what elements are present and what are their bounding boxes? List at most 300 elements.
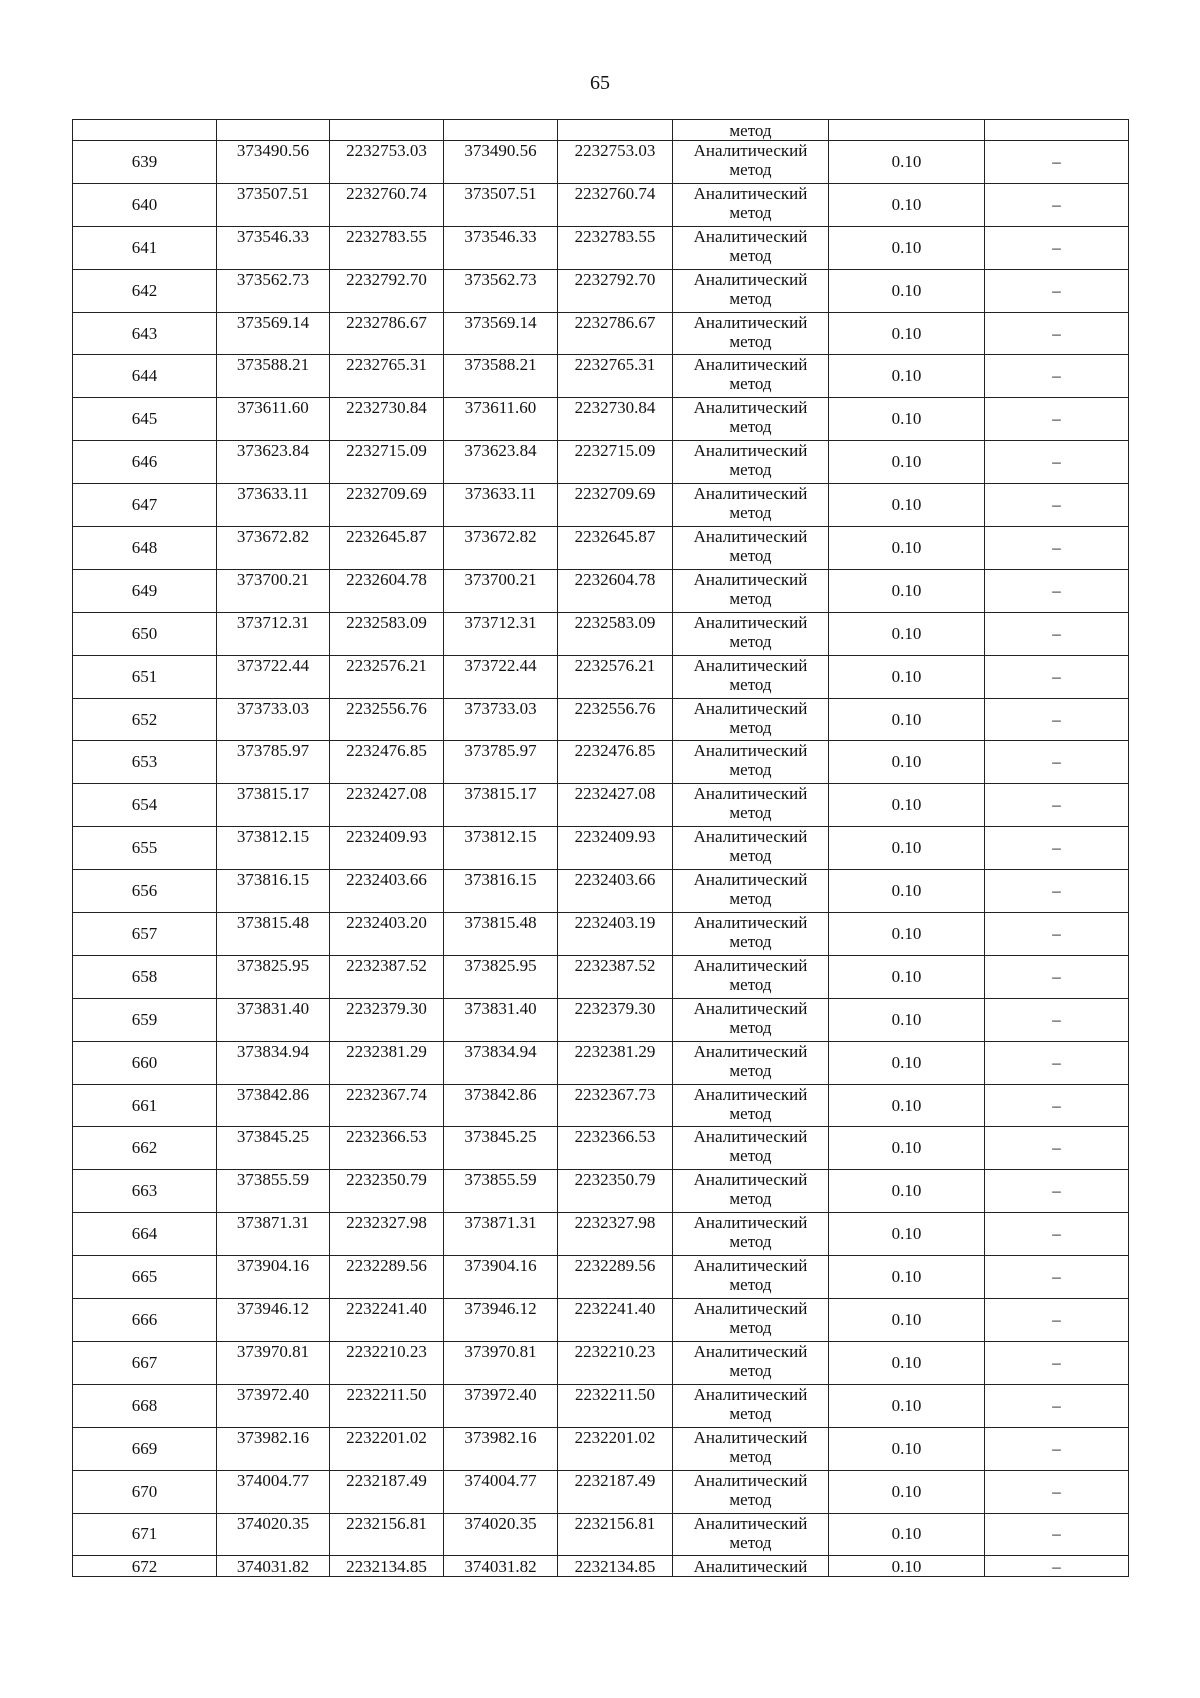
method-cell <box>673 1384 829 1427</box>
point-number: 663 <box>73 1170 217 1213</box>
y-coordinate: 2232187.49 <box>558 1470 673 1513</box>
method-line: Аналитический <box>693 827 808 847</box>
y-coordinate: 2232645.87 <box>330 527 444 570</box>
empty-cell <box>330 120 444 141</box>
method-line: Аналитический <box>693 655 808 675</box>
accuracy-value: 0.10 <box>829 1127 985 1170</box>
method-line: метод <box>729 245 772 265</box>
method-line: Аналитический <box>693 1041 808 1061</box>
y-coordinate: 2232381.29 <box>558 1041 673 1084</box>
method-line: метод <box>729 374 772 394</box>
accuracy-value: 0.10 <box>829 827 985 870</box>
point-number: 671 <box>73 1513 217 1556</box>
method-line: Аналитический <box>693 612 808 632</box>
table-row <box>73 183 1129 226</box>
accuracy-value: 0.10 <box>829 569 985 612</box>
y-coordinate: 2232289.56 <box>330 1256 444 1299</box>
method-cell <box>673 998 829 1041</box>
method-line: метод <box>729 1360 772 1380</box>
y-coordinate: 2232604.78 <box>558 569 673 612</box>
table-row <box>73 698 1129 741</box>
table-row <box>73 527 1129 570</box>
method-line: Аналитический <box>693 1127 808 1147</box>
point-number: 647 <box>73 484 217 527</box>
y-coordinate: 2232366.53 <box>558 1127 673 1170</box>
table-body <box>73 120 1129 1577</box>
x-coordinate: 373946.12 <box>444 1299 558 1342</box>
x-coordinate: 373588.21 <box>217 355 330 398</box>
y-coordinate: 2232427.08 <box>558 784 673 827</box>
y-coordinate: 2232792.70 <box>330 269 444 312</box>
method-cell <box>673 1041 829 1084</box>
method-line: Аналитический <box>693 955 808 975</box>
accuracy-value: 0.10 <box>829 698 985 741</box>
method-line: метод <box>729 1489 772 1509</box>
accuracy-value: 0.10 <box>829 398 985 441</box>
x-coordinate: 373722.44 <box>444 655 558 698</box>
x-coordinate: 373815.48 <box>444 913 558 956</box>
x-coordinate: 373672.82 <box>444 527 558 570</box>
note-cell: – <box>985 269 1129 312</box>
table-row <box>73 1299 1129 1342</box>
y-coordinate: 2232583.09 <box>558 612 673 655</box>
accuracy-value: 0.10 <box>829 1084 985 1127</box>
accuracy-value: 0.10 <box>829 1470 985 1513</box>
x-coordinate: 374020.35 <box>217 1513 330 1556</box>
method-cell <box>673 698 829 741</box>
table-row <box>73 1127 1129 1170</box>
method-line: Аналитический <box>693 269 808 289</box>
method-line: метод <box>729 160 772 179</box>
note-cell: – <box>985 1084 1129 1127</box>
x-coordinate: 373611.60 <box>444 398 558 441</box>
table-row <box>73 784 1129 827</box>
method-cell <box>673 1341 829 1384</box>
method-line: метод <box>729 1189 772 1209</box>
point-number: 651 <box>73 655 217 698</box>
empty-cell <box>985 120 1129 141</box>
x-coordinate: 373871.31 <box>444 1213 558 1256</box>
method-line: Аналитический <box>693 1470 808 1490</box>
y-coordinate: 2232211.50 <box>330 1384 444 1427</box>
x-coordinate: 373633.11 <box>217 484 330 527</box>
y-coordinate: 2232753.03 <box>558 141 673 184</box>
x-coordinate: 373831.40 <box>217 998 330 1041</box>
point-number: 656 <box>73 870 217 913</box>
method-cell <box>673 1084 829 1127</box>
method-line: Аналитический <box>693 527 808 547</box>
x-coordinate: 373700.21 <box>444 569 558 612</box>
point-number: 668 <box>73 1384 217 1427</box>
x-coordinate: 373815.48 <box>217 913 330 956</box>
method-cell <box>673 269 829 312</box>
y-coordinate: 2232201.02 <box>558 1427 673 1470</box>
method-line: Аналитический <box>693 1084 808 1104</box>
y-coordinate: 2232403.66 <box>558 870 673 913</box>
y-coordinate: 2232556.76 <box>330 698 444 741</box>
x-coordinate: 373855.59 <box>217 1170 330 1213</box>
y-coordinate: 2232366.53 <box>330 1127 444 1170</box>
method-line: метод <box>729 674 772 694</box>
note-cell: – <box>985 784 1129 827</box>
table-row <box>73 1513 1129 1556</box>
point-number: 653 <box>73 741 217 784</box>
x-coordinate: 373982.16 <box>444 1427 558 1470</box>
method-cell <box>673 441 829 484</box>
x-coordinate: 373834.94 <box>444 1041 558 1084</box>
method-line: метод <box>729 760 772 780</box>
method-line: метод <box>729 889 772 909</box>
table-row <box>73 441 1129 484</box>
y-coordinate: 2232604.78 <box>330 569 444 612</box>
y-coordinate: 2232210.23 <box>558 1341 673 1384</box>
note-cell: – <box>985 569 1129 612</box>
method-cell <box>673 1513 829 1556</box>
point-number: 662 <box>73 1127 217 1170</box>
x-coordinate: 374004.77 <box>444 1470 558 1513</box>
x-coordinate: 373546.33 <box>217 226 330 269</box>
y-coordinate: 2232350.79 <box>558 1170 673 1213</box>
x-coordinate: 373815.17 <box>444 784 558 827</box>
method-line: Аналитический <box>693 1384 808 1404</box>
method-cell <box>673 1470 829 1513</box>
method-cell <box>673 1170 829 1213</box>
method-line: Аналитический <box>693 355 808 375</box>
x-coordinate: 373700.21 <box>217 569 330 612</box>
accuracy-value: 0.10 <box>829 441 985 484</box>
method-line: Аналитический <box>693 398 808 418</box>
note-cell: – <box>985 183 1129 226</box>
x-coordinate: 374031.82 <box>444 1556 558 1577</box>
x-coordinate: 373546.33 <box>444 226 558 269</box>
point-number: 655 <box>73 827 217 870</box>
point-number: 646 <box>73 441 217 484</box>
method-cell <box>673 741 829 784</box>
y-coordinate: 2232409.93 <box>330 827 444 870</box>
method-line: Аналитический <box>693 1170 808 1190</box>
accuracy-value: 0.10 <box>829 1513 985 1556</box>
accuracy-value: 0.10 <box>829 1170 985 1213</box>
accuracy-value: 0.10 <box>829 655 985 698</box>
table-row <box>73 913 1129 956</box>
table-row <box>73 484 1129 527</box>
method-cell <box>673 226 829 269</box>
note-cell: – <box>985 484 1129 527</box>
y-coordinate: 2232381.29 <box>330 1041 444 1084</box>
note-cell: – <box>985 955 1129 998</box>
table-row <box>73 1213 1129 1256</box>
accuracy-value: 0.10 <box>829 1213 985 1256</box>
method-line: метод <box>729 803 772 823</box>
y-coordinate: 2232730.84 <box>558 398 673 441</box>
table-row-continuation <box>73 120 1129 141</box>
empty-cell <box>73 120 217 141</box>
method-cell <box>673 355 829 398</box>
note-cell: – <box>985 698 1129 741</box>
note-cell: – <box>985 1041 1129 1084</box>
method-line: метод <box>729 503 772 523</box>
method-cell <box>673 1213 829 1256</box>
point-number: 649 <box>73 569 217 612</box>
method-cell <box>673 398 829 441</box>
x-coordinate: 373812.15 <box>217 827 330 870</box>
table-row <box>73 312 1129 355</box>
accuracy-value: 0.10 <box>829 1556 985 1577</box>
x-coordinate: 373623.84 <box>217 441 330 484</box>
x-coordinate: 373972.40 <box>444 1384 558 1427</box>
point-number: 661 <box>73 1084 217 1127</box>
x-coordinate: 373855.59 <box>444 1170 558 1213</box>
y-coordinate: 2232379.30 <box>330 998 444 1041</box>
x-coordinate: 373816.15 <box>217 870 330 913</box>
method-line: метод <box>729 846 772 866</box>
point-number: 660 <box>73 1041 217 1084</box>
method-cell <box>673 1127 829 1170</box>
note-cell: – <box>985 441 1129 484</box>
x-coordinate: 373562.73 <box>217 269 330 312</box>
x-coordinate: 373904.16 <box>217 1256 330 1299</box>
y-coordinate: 2232476.85 <box>558 741 673 784</box>
x-coordinate: 373588.21 <box>444 355 558 398</box>
x-coordinate: 373490.56 <box>444 141 558 184</box>
y-coordinate: 2232379.30 <box>558 998 673 1041</box>
page-number: 65 <box>590 72 610 94</box>
y-coordinate: 2232715.09 <box>558 441 673 484</box>
method-line: Аналитический <box>693 1427 808 1447</box>
method-line: Аналитический <box>693 226 808 246</box>
point-number: 657 <box>73 913 217 956</box>
method-cell: метод <box>673 120 829 141</box>
accuracy-value: 0.10 <box>829 484 985 527</box>
y-coordinate: 2232753.03 <box>330 141 444 184</box>
y-coordinate: 2232134.85 <box>330 1556 444 1577</box>
method-cell <box>673 312 829 355</box>
x-coordinate: 373507.51 <box>444 183 558 226</box>
x-coordinate: 373816.15 <box>444 870 558 913</box>
x-coordinate: 373845.25 <box>444 1127 558 1170</box>
method-line: метод <box>729 932 772 952</box>
accuracy-value: 0.10 <box>829 1384 985 1427</box>
x-coordinate: 373712.31 <box>444 612 558 655</box>
method-line: Аналитический <box>693 741 808 761</box>
y-coordinate: 2232765.31 <box>558 355 673 398</box>
method-line: метод <box>729 1146 772 1166</box>
method-line: метод <box>729 1017 772 1037</box>
method-line: метод <box>729 331 772 351</box>
method-line: метод <box>729 1403 772 1423</box>
x-coordinate: 373842.86 <box>217 1084 330 1127</box>
method-line: Аналитический <box>693 1213 808 1233</box>
method-cell: Аналитический <box>673 1556 829 1577</box>
x-coordinate: 373623.84 <box>444 441 558 484</box>
x-coordinate: 373562.73 <box>444 269 558 312</box>
x-coordinate: 373834.94 <box>217 1041 330 1084</box>
method-line: Аналитический <box>693 998 808 1018</box>
x-coordinate: 373871.31 <box>217 1213 330 1256</box>
accuracy-value: 0.10 <box>829 784 985 827</box>
x-coordinate: 373815.17 <box>217 784 330 827</box>
method-cell <box>673 141 829 184</box>
method-line: метод <box>729 1275 772 1295</box>
method-line: Аналитический <box>693 484 808 504</box>
accuracy-value: 0.10 <box>829 226 985 269</box>
table-row <box>73 1170 1129 1213</box>
method-line: метод <box>729 417 772 437</box>
accuracy-value: 0.10 <box>829 1256 985 1299</box>
x-coordinate: 373946.12 <box>217 1299 330 1342</box>
method-line: Аналитический <box>693 870 808 890</box>
point-number: 658 <box>73 955 217 998</box>
x-coordinate: 374031.82 <box>217 1556 330 1577</box>
accuracy-value: 0.10 <box>829 269 985 312</box>
x-coordinate: 373825.95 <box>444 955 558 998</box>
point-number: 640 <box>73 183 217 226</box>
accuracy-value: 0.10 <box>829 1041 985 1084</box>
y-coordinate: 2232576.21 <box>330 655 444 698</box>
method-cell <box>673 527 829 570</box>
x-coordinate: 373722.44 <box>217 655 330 698</box>
point-number: 650 <box>73 612 217 655</box>
accuracy-value: 0.10 <box>829 955 985 998</box>
method-line: Аналитический <box>693 312 808 332</box>
y-coordinate: 2232427.08 <box>330 784 444 827</box>
y-coordinate: 2232709.69 <box>558 484 673 527</box>
note-cell: – <box>985 1170 1129 1213</box>
method-cell <box>673 784 829 827</box>
empty-cell <box>558 120 673 141</box>
y-coordinate: 2232211.50 <box>558 1384 673 1427</box>
method-cell <box>673 955 829 998</box>
note-cell: – <box>985 1513 1129 1556</box>
method-line: метод <box>729 1446 772 1466</box>
y-coordinate: 2232241.40 <box>558 1299 673 1342</box>
method-line: метод <box>729 1103 772 1123</box>
accuracy-value: 0.10 <box>829 1299 985 1342</box>
x-coordinate: 373569.14 <box>217 312 330 355</box>
x-coordinate: 373490.56 <box>217 141 330 184</box>
note-cell: – <box>985 827 1129 870</box>
y-coordinate: 2232783.55 <box>558 226 673 269</box>
x-coordinate: 374004.77 <box>217 1470 330 1513</box>
note-cell: – <box>985 1427 1129 1470</box>
point-number: 672 <box>73 1556 217 1577</box>
x-coordinate: 373785.97 <box>217 741 330 784</box>
table-row <box>73 226 1129 269</box>
y-coordinate: 2232350.79 <box>330 1170 444 1213</box>
accuracy-value: 0.10 <box>829 1341 985 1384</box>
table-row <box>73 998 1129 1041</box>
table-row <box>73 355 1129 398</box>
empty-cell <box>444 120 558 141</box>
x-coordinate: 373507.51 <box>217 183 330 226</box>
method-line: Аналитический <box>693 1256 808 1276</box>
coordinates-table <box>72 119 1129 1577</box>
method-line: Аналитический <box>693 913 808 933</box>
table-row <box>73 1084 1129 1127</box>
method-cell <box>673 1427 829 1470</box>
method-line: метод <box>729 546 772 566</box>
note-cell: – <box>985 998 1129 1041</box>
table-row <box>73 1556 1129 1577</box>
empty-cell <box>829 120 985 141</box>
y-coordinate: 2232786.67 <box>558 312 673 355</box>
y-coordinate: 2232576.21 <box>558 655 673 698</box>
y-coordinate: 2232241.40 <box>330 1299 444 1342</box>
table-row <box>73 569 1129 612</box>
x-coordinate: 373633.11 <box>444 484 558 527</box>
y-coordinate: 2232709.69 <box>330 484 444 527</box>
point-number: 642 <box>73 269 217 312</box>
x-coordinate: 373970.81 <box>217 1341 330 1384</box>
y-coordinate: 2232134.85 <box>558 1556 673 1577</box>
y-coordinate: 2232760.74 <box>558 183 673 226</box>
x-coordinate: 373982.16 <box>217 1427 330 1470</box>
note-cell: – <box>985 1384 1129 1427</box>
y-coordinate: 2232556.76 <box>558 698 673 741</box>
method-line: Аналитический <box>693 141 808 160</box>
method-line: метод <box>729 1060 772 1080</box>
method-cell <box>673 870 829 913</box>
y-coordinate: 2232760.74 <box>330 183 444 226</box>
point-number: 645 <box>73 398 217 441</box>
table-row <box>73 870 1129 913</box>
method-line: Аналитический <box>693 784 808 804</box>
x-coordinate: 373904.16 <box>444 1256 558 1299</box>
method-line: метод <box>729 631 772 651</box>
y-coordinate: 2232387.52 <box>558 955 673 998</box>
y-coordinate: 2232187.49 <box>330 1470 444 1513</box>
method-line: Аналитический <box>693 183 808 203</box>
accuracy-value: 0.10 <box>829 355 985 398</box>
x-coordinate: 373611.60 <box>217 398 330 441</box>
table-row <box>73 655 1129 698</box>
x-coordinate: 373970.81 <box>444 1341 558 1384</box>
point-number: 665 <box>73 1256 217 1299</box>
note-cell: – <box>985 1556 1129 1577</box>
method-line: метод <box>729 1232 772 1252</box>
table-row <box>73 1256 1129 1299</box>
note-cell: – <box>985 1341 1129 1384</box>
point-number: 652 <box>73 698 217 741</box>
method-cell <box>673 1256 829 1299</box>
accuracy-value: 0.10 <box>829 527 985 570</box>
y-coordinate: 2232201.02 <box>330 1427 444 1470</box>
note-cell: – <box>985 1213 1129 1256</box>
table-row <box>73 955 1129 998</box>
table-row <box>73 398 1129 441</box>
method-cell <box>673 569 829 612</box>
y-coordinate: 2232583.09 <box>330 612 444 655</box>
table-row <box>73 1041 1129 1084</box>
method-line: Аналитический <box>693 1299 808 1319</box>
y-coordinate: 2232409.93 <box>558 827 673 870</box>
y-coordinate: 2232327.98 <box>558 1213 673 1256</box>
point-number: 641 <box>73 226 217 269</box>
accuracy-value: 0.10 <box>829 141 985 184</box>
point-number: 639 <box>73 141 217 184</box>
method-line: метод <box>729 717 772 737</box>
y-coordinate: 2232327.98 <box>330 1213 444 1256</box>
y-coordinate: 2232156.81 <box>558 1513 673 1556</box>
accuracy-value: 0.10 <box>829 998 985 1041</box>
y-coordinate: 2232387.52 <box>330 955 444 998</box>
note-cell: – <box>985 1256 1129 1299</box>
method-cell <box>673 612 829 655</box>
note-cell: – <box>985 1299 1129 1342</box>
method-cell <box>673 1299 829 1342</box>
point-number: 644 <box>73 355 217 398</box>
y-coordinate: 2232403.19 <box>558 913 673 956</box>
